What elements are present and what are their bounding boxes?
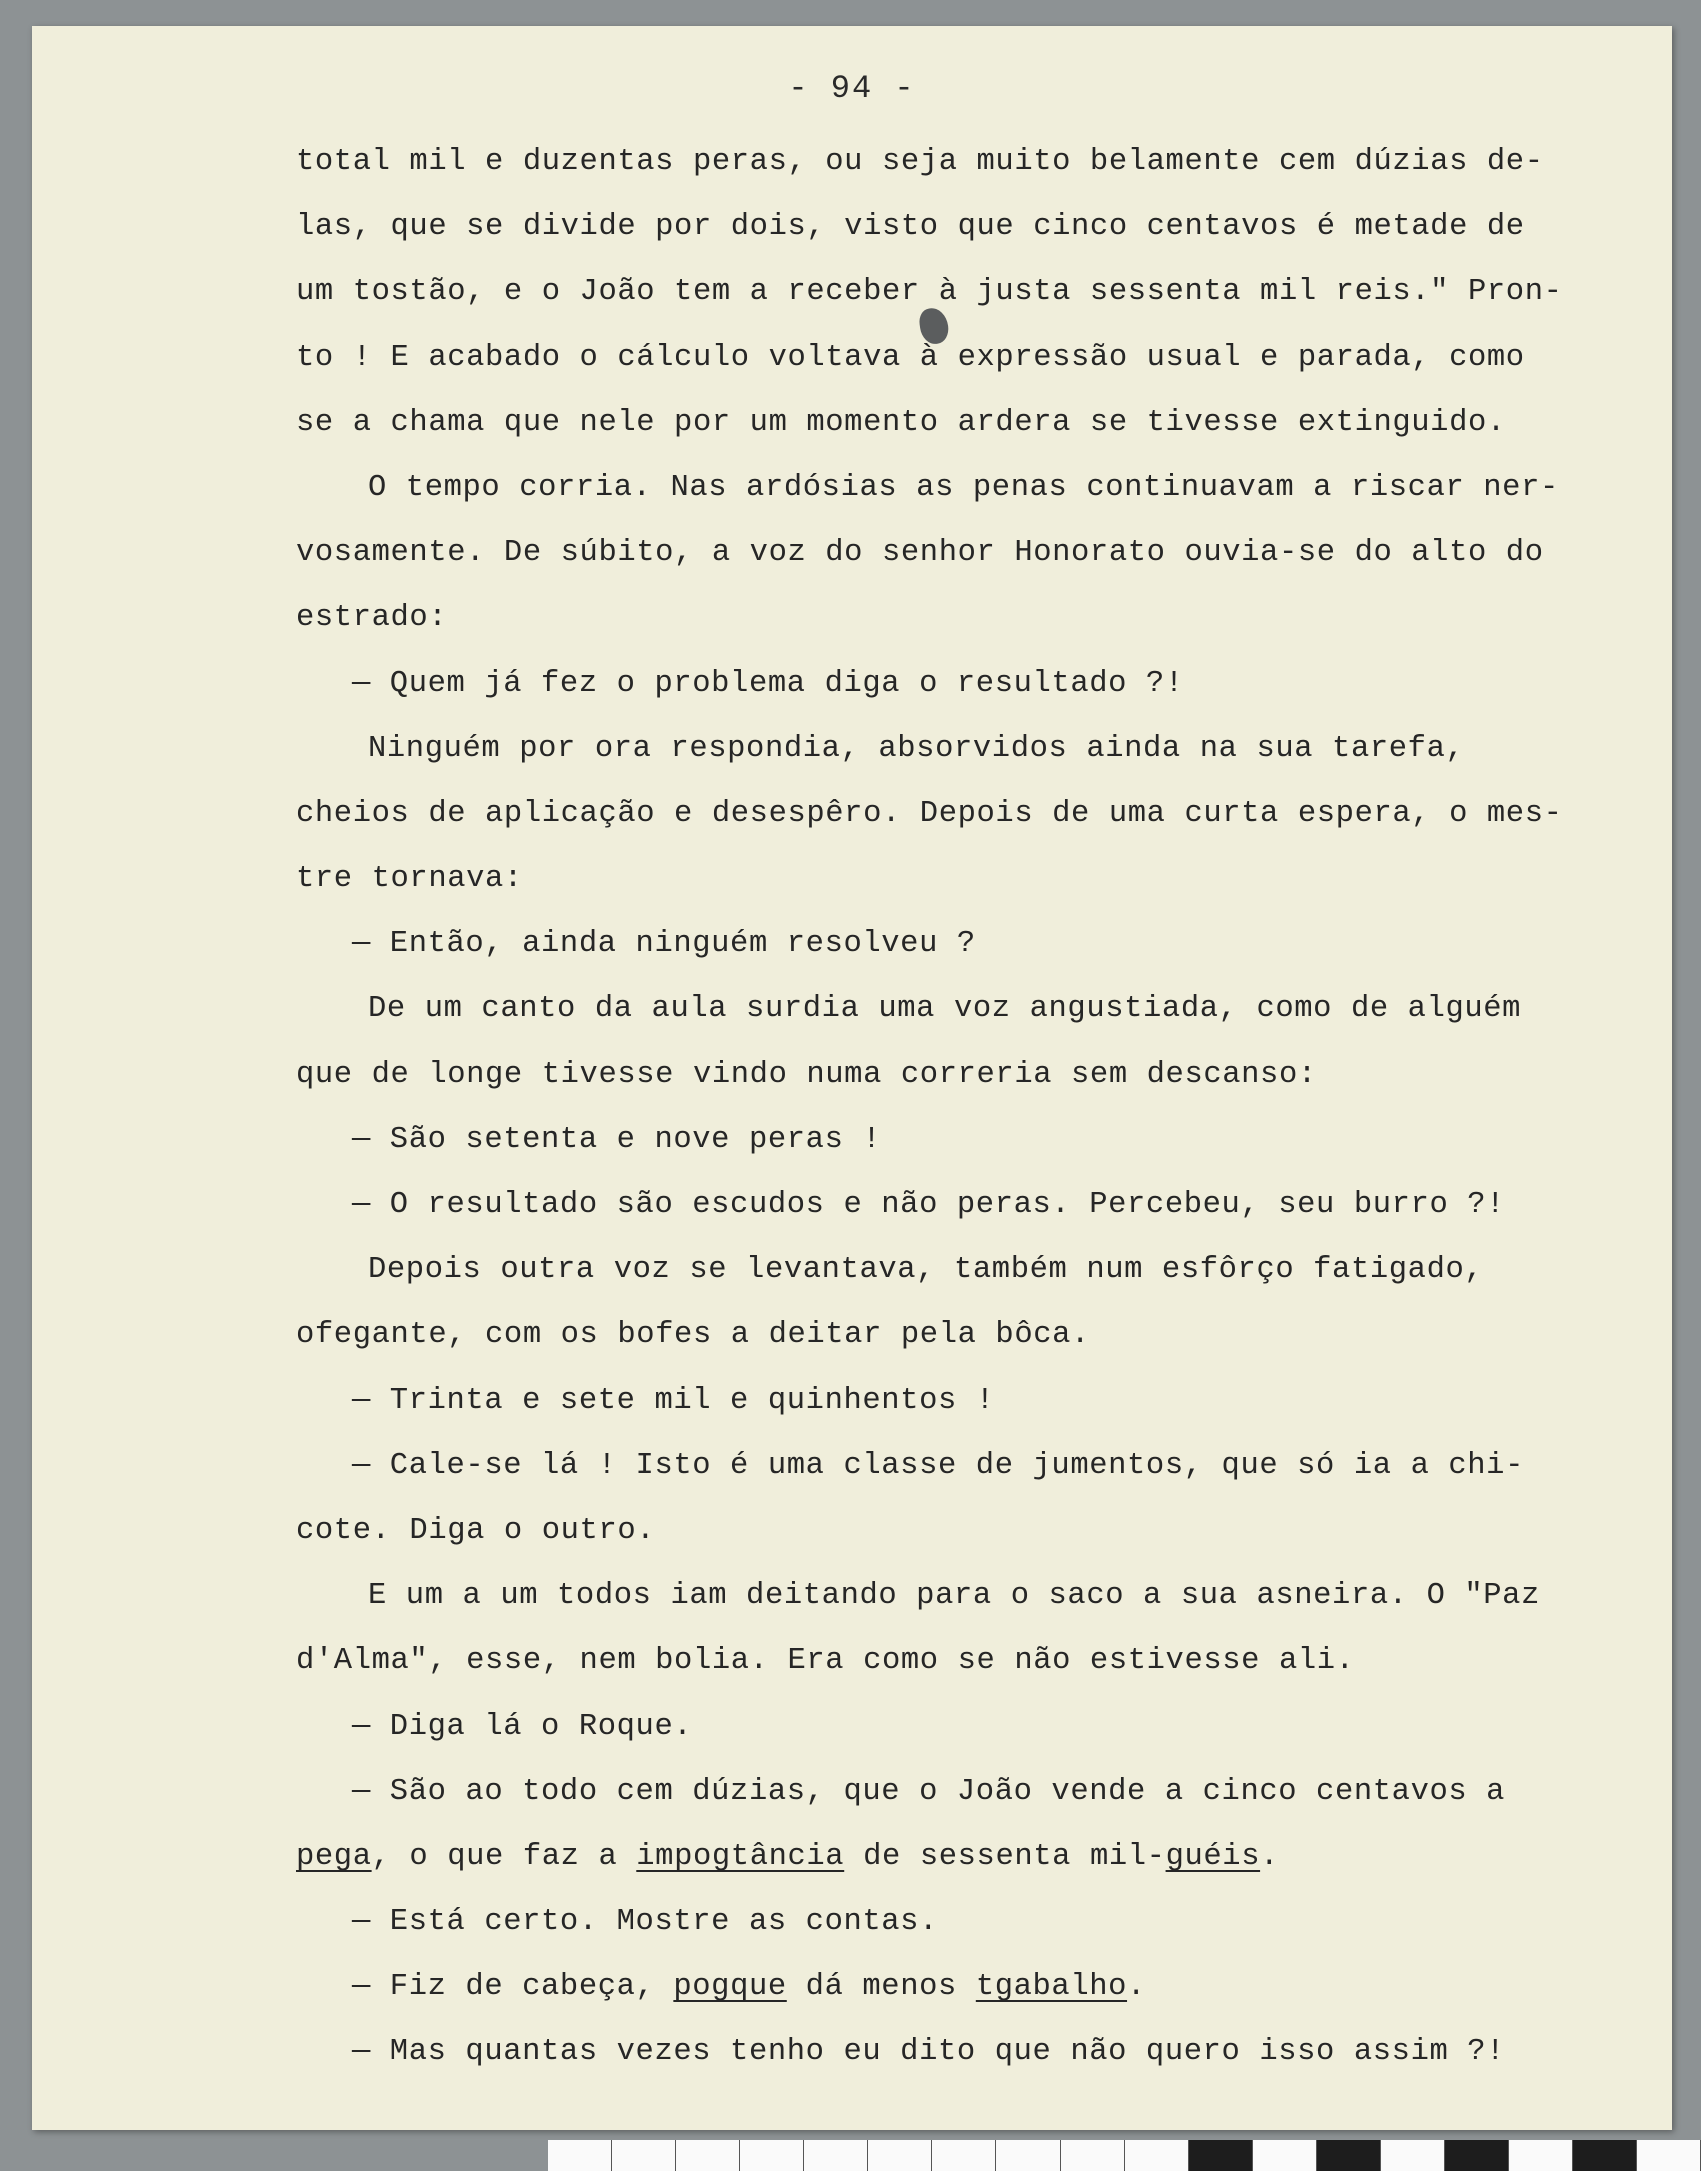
scale-cell	[868, 2140, 932, 2171]
text-line	[296, 912, 1701, 977]
scale-cell	[1509, 2140, 1573, 2171]
underlined-word: pogque	[673, 1970, 787, 2005]
text-segment: um tostão, e o João tem a receber à justa sessenta mil reis." Pron-	[296, 275, 1563, 310]
text-line	[296, 1043, 1701, 1108]
text-line	[296, 977, 1701, 1042]
text-segment: De um canto da aula surdia uma voz angustiada, como de alguém	[368, 992, 1522, 1027]
scale-cell	[548, 2140, 612, 2171]
text-segment: total mil e duzentas peras, ou seja muito belamente cem dúzias de-	[296, 145, 1544, 179]
text-segment: — Fiz de cabeça,	[352, 1970, 674, 2005]
text-line	[296, 521, 1701, 586]
text-line	[296, 1955, 1701, 2020]
text-line	[296, 1499, 1701, 1564]
text-line	[296, 1564, 1701, 1629]
text-line	[296, 782, 1701, 847]
text-segment: — Trinta e sete mil e quinhentos !	[352, 1383, 995, 1418]
text-line	[296, 2020, 1701, 2085]
text-segment: cheios de aplicação e desespêro. Depois de uma curta espera, o mes-	[296, 796, 1563, 831]
underlined-word: tgabalho	[975, 1970, 1128, 2005]
text-segment: las, que se divide por dois, visto que cinco centavos é metade de	[296, 210, 1525, 245]
text-segment: estrado:	[296, 601, 448, 636]
scale-cell	[1637, 2140, 1701, 2171]
text-line	[296, 391, 1701, 456]
text-segment: , o que faz a	[371, 1839, 637, 1874]
text-segment: Ninguém por ora respondia, absorvidos ainda na sua tarefa,	[368, 731, 1465, 766]
text-line	[296, 1173, 1701, 1238]
text-segment: vosamente. De súbito, a voz do senhor Honorato ouvia-se do alto do	[296, 536, 1544, 571]
text-segment: de sessenta mil-	[844, 1839, 1166, 1874]
underlined-word: guéis	[1165, 1839, 1261, 1874]
text-segment: to ! E acabado o cálculo voltava à expressão usual e parada, como	[296, 340, 1525, 375]
scale-cell	[1125, 2140, 1189, 2171]
text-segment: — Então, ainda ninguém resolveu ?	[352, 927, 976, 962]
text-line	[296, 1369, 1701, 1434]
text-segment: ofegante, com os bofes a deitar pela bôca.	[296, 1318, 1090, 1353]
scale-cell	[804, 2140, 868, 2171]
text-line	[296, 1890, 1701, 1955]
text-line	[296, 195, 1701, 260]
text-segment: — Cale-se lá ! Isto é uma classe de jumentos, que só ia a chi-	[352, 1448, 1524, 1483]
text-line	[296, 586, 1701, 651]
scale-cell	[932, 2140, 996, 2171]
text-line	[296, 1629, 1701, 1694]
text-segment: E um a um todos iam deitando para o saco a sua asneira. O "Paz	[368, 1579, 1540, 1614]
text-line	[296, 260, 1701, 325]
scale-cell	[676, 2140, 740, 2171]
text-segment: — São setenta e nove peras !	[352, 1122, 882, 1157]
text-line	[296, 717, 1701, 782]
text-segment: Depois outra voz se levantava, também num esfôrço fatigado,	[368, 1253, 1484, 1288]
scale-cell	[1445, 2140, 1509, 2171]
text-segment: — Quem já fez o problema diga o resultado ?!	[352, 666, 1184, 701]
scale-cell	[1061, 2140, 1125, 2171]
text-line	[296, 1108, 1701, 1173]
text-segment: — São ao todo cem dúzias, que o João vende a cinco centavos a	[352, 1774, 1506, 1809]
text-line	[296, 1238, 1701, 1303]
scale-cell	[740, 2140, 804, 2171]
text-segment: dá menos	[786, 1970, 976, 2005]
text-line	[296, 456, 1701, 521]
text-segment: que de longe tivesse vindo numa correria sem descanso:	[296, 1057, 1317, 1092]
text-segment: — O resultado são escudos e não peras. Percebeu, seu burro ?!	[352, 1188, 1506, 1222]
scale-cell	[1317, 2140, 1381, 2171]
text-line	[296, 1760, 1701, 1825]
text-segment: .	[1127, 1970, 1146, 2005]
text-segment: — Diga lá o Roque.	[352, 1709, 693, 1744]
underlined-word: pega	[296, 1839, 372, 1874]
text-line	[296, 1434, 1701, 1499]
typewritten-page	[32, 26, 1672, 2130]
scale-cell	[1253, 2140, 1317, 2171]
text-line	[296, 326, 1701, 391]
underlined-word: impogtância	[636, 1839, 845, 1874]
body-text	[296, 130, 1701, 2086]
text-segment: cote. Diga o outro.	[296, 1513, 656, 1548]
text-line	[296, 847, 1701, 912]
text-line	[296, 130, 1701, 195]
text-segment: tre tornava:	[296, 862, 523, 897]
text-segment: — Está certo. Mostre as contas.	[352, 1905, 938, 1940]
scale-cell	[1189, 2140, 1253, 2171]
text-line	[296, 652, 1701, 717]
text-segment: se a chama que nele por um momento ardera se tivesse extinguido.	[296, 405, 1506, 440]
text-line	[296, 1695, 1701, 1760]
scale-cell	[1381, 2140, 1445, 2171]
text-segment: .	[1260, 1839, 1279, 1874]
scale-cell	[1573, 2140, 1637, 2171]
text-segment: — Mas quantas vezes tenho eu dito que não quero isso assim ?!	[352, 2035, 1506, 2070]
text-segment: d'Alma", esse, nem bolia. Era como se não estivesse ali.	[296, 1644, 1355, 1679]
scale-cell	[996, 2140, 1060, 2171]
text-line	[296, 1825, 1701, 1890]
scale-bar	[548, 2140, 1701, 2171]
text-segment: O tempo corria. Nas ardósias as penas continuavam a riscar ner-	[368, 470, 1559, 505]
page-number: - 94 -	[788, 70, 916, 107]
text-line	[296, 1303, 1701, 1368]
scale-cell	[612, 2140, 676, 2171]
